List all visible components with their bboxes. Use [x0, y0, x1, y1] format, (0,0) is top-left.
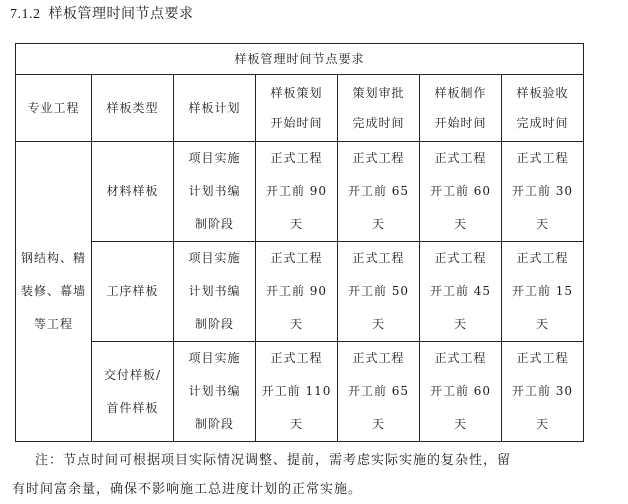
cell-text: 正式工程: [270, 351, 323, 365]
sample-plan-cell: [174, 342, 256, 442]
sample-plan-cell: [174, 242, 256, 342]
cell-text: 制阶段: [194, 317, 234, 331]
cell-text: 正式工程: [434, 251, 487, 265]
timing-cell: [256, 342, 338, 442]
cell-text: 开工前 50: [347, 284, 410, 298]
cell-text: 开工前 90: [265, 284, 328, 298]
cell-text: 天: [371, 417, 385, 431]
cell-text: 材料样板: [106, 184, 159, 198]
column-header: [16, 75, 92, 142]
cell-text: 开始时间: [434, 116, 487, 130]
section-number: 7.1.2: [10, 7, 41, 22]
cell-text: 天: [289, 317, 303, 331]
column-header: [338, 75, 420, 142]
timing-cell: [502, 142, 584, 242]
cell-text: 项目实施: [188, 251, 241, 265]
cell-text: 样板制作: [434, 86, 487, 100]
column-header: [174, 75, 256, 142]
cell-text: 正式工程: [434, 351, 487, 365]
table-row: [16, 342, 584, 442]
cell-text: 天: [371, 217, 385, 231]
cell-text: 开工前 30: [511, 384, 574, 398]
discipline-cell: [16, 142, 92, 442]
cell-text: 正式工程: [434, 151, 487, 165]
cell-text: 正式工程: [270, 151, 323, 165]
cell-text: 开工前 90: [265, 184, 328, 198]
table-row: [16, 242, 584, 342]
cell-text: 天: [289, 217, 303, 231]
cell-text: 天: [289, 417, 303, 431]
cell-text: 样板类型: [106, 101, 159, 115]
cell-text: 天: [371, 317, 385, 331]
cell-text: 计划书编: [188, 384, 241, 398]
cell-text: 项目实施: [188, 351, 241, 365]
cell-text: 完成时间: [352, 116, 405, 130]
schedule-table: [15, 43, 584, 442]
cell-text: 制阶段: [194, 417, 234, 431]
timing-cell: [256, 142, 338, 242]
cell-text: 正式工程: [352, 351, 405, 365]
cell-text: 完成时间: [516, 116, 569, 130]
cell-text: 天: [536, 217, 550, 231]
cell-text: 开工前 60: [429, 384, 492, 398]
cell-text: 天: [453, 417, 467, 431]
timing-cell: [338, 242, 420, 342]
footnote-line-1: 注：节点时间可根据项目实际情况调整、提前，需考虑实际实施的复杂性，留: [35, 453, 512, 468]
cell-text: 样板计划: [188, 101, 241, 115]
cell-text: 钢结构、精: [20, 251, 86, 265]
column-header: [420, 75, 502, 142]
column-header: [92, 75, 174, 142]
table-row: [16, 142, 584, 242]
section-title: 样板管理时间节点要求: [48, 6, 194, 22]
cell-text: 开工前 45: [429, 284, 492, 298]
timing-cell: [420, 142, 502, 242]
cell-text: 制阶段: [194, 217, 234, 231]
cell-text: 首件样板: [106, 400, 159, 415]
cell-text: 工序样板: [106, 284, 159, 298]
cell-text: 策划审批: [352, 86, 405, 100]
cell-text: 专业工程: [27, 101, 80, 115]
cell-text: 开工前 65: [347, 384, 410, 398]
sample-type-cell: [92, 142, 174, 242]
table-caption: 样板管理时间节点要求: [16, 44, 584, 75]
timing-cell: [338, 142, 420, 242]
cell-text: 开工前 60: [429, 184, 492, 198]
cell-text: 开工前 65: [347, 184, 410, 198]
section-heading: [10, 4, 194, 25]
sample-plan-cell: [174, 142, 256, 242]
sample-type-cell: [92, 242, 174, 342]
timing-cell: [502, 242, 584, 342]
column-header: [502, 75, 584, 142]
timing-cell: [502, 342, 584, 442]
timing-cell: [420, 242, 502, 342]
sample-type-cell: [92, 342, 174, 442]
cell-text: 天: [536, 417, 550, 431]
cell-text: 等工程: [33, 317, 73, 331]
cell-text: 正式工程: [516, 251, 569, 265]
cell-text: 天: [453, 217, 467, 231]
cell-text: 装修、幕墙: [20, 284, 86, 298]
cell-text: 计划书编: [188, 184, 241, 198]
cell-text: 交付样板/: [103, 367, 162, 382]
cell-text: 样板验收: [516, 86, 569, 100]
cell-text: 正式工程: [352, 151, 405, 165]
cell-text: 正式工程: [516, 151, 569, 165]
cell-text: 计划书编: [188, 284, 241, 298]
footnote: [12, 446, 595, 504]
timing-cell: [338, 342, 420, 442]
cell-text: 开始时间: [270, 116, 323, 130]
cell-text: 开工前 30: [511, 184, 574, 198]
column-header: [256, 75, 338, 142]
cell-text: 项目实施: [188, 151, 241, 165]
cell-text: 天: [536, 317, 550, 331]
cell-text: 天: [453, 317, 467, 331]
cell-text: 正式工程: [352, 251, 405, 265]
timing-cell: [420, 342, 502, 442]
footnote-line-2: 有时间富余量，确保不影响施工总进度计划的正常实施。: [12, 482, 363, 497]
cell-text: 正式工程: [516, 351, 569, 365]
cell-text: 开工前 110: [261, 384, 332, 398]
cell-text: 正式工程: [270, 251, 323, 265]
cell-text: 开工前 15: [511, 284, 574, 298]
timing-cell: [256, 242, 338, 342]
cell-text: 样板策划: [270, 86, 323, 100]
